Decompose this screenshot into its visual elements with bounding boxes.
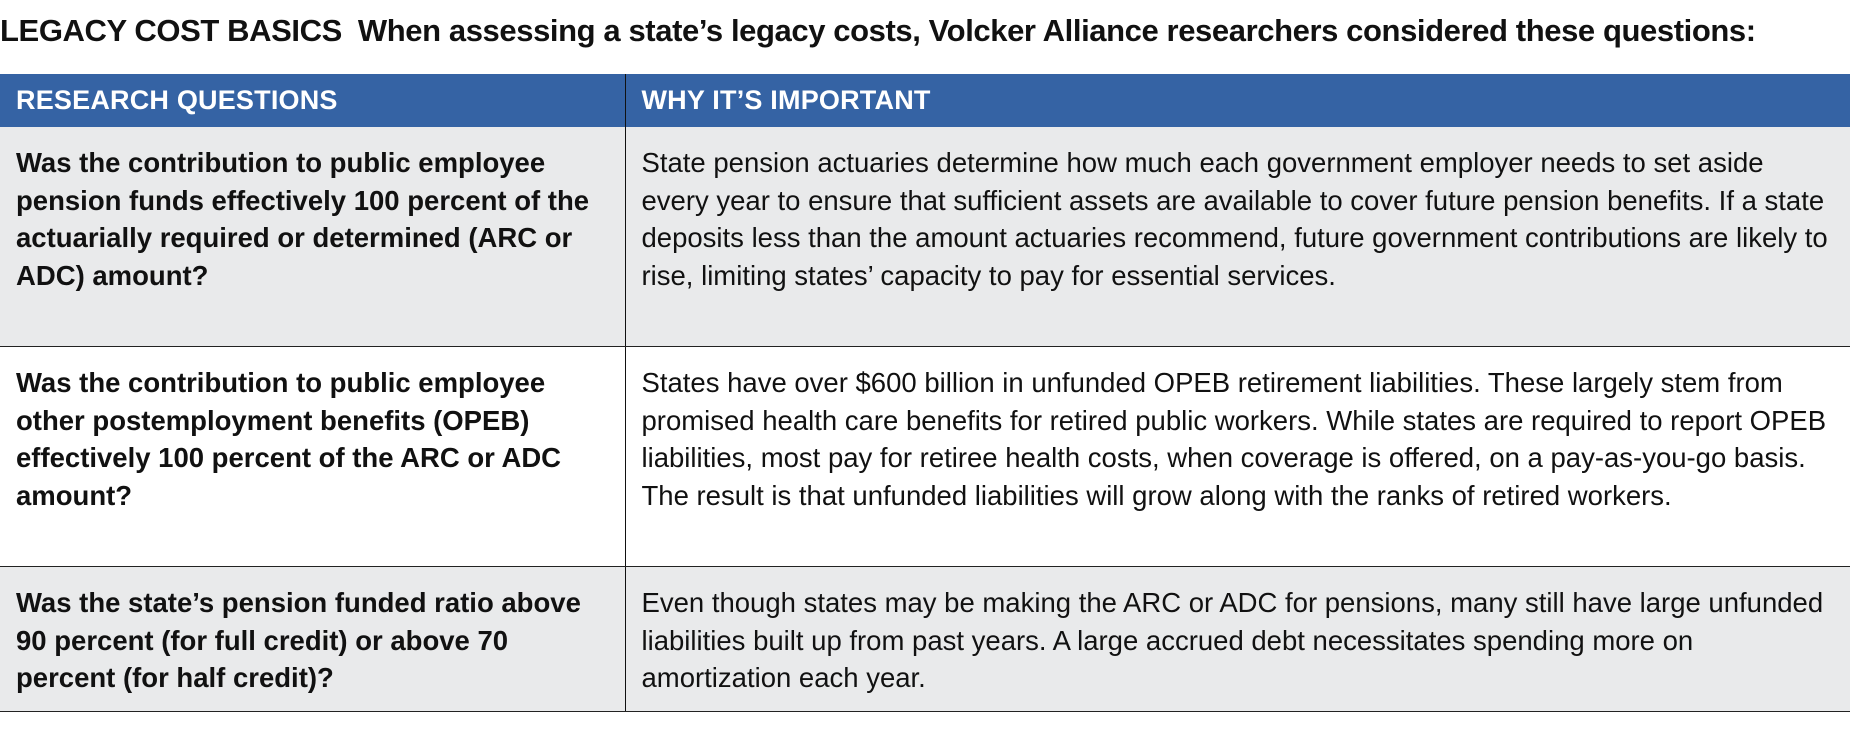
question-cell: Was the contribution to public employee other postemployment benefits (OPEB) effectively 100 percent of the ARC or ADC amount? xyxy=(0,347,625,567)
table-row xyxy=(0,567,1850,712)
legacy-cost-table xyxy=(0,74,1850,712)
importance-cell: States have over $600 billion in unfunded OPEB retirement liabilities. These largely stem from promised health care benefits for retired public workers. While states are required to report OPEB liabilities, most pay for retiree health costs, when coverage is offered, on a pay-as-you-go basis. The result is that unfunded liabilities will grow along with the ranks of retired workers. xyxy=(625,347,1850,567)
column-header-research-questions: RESEARCH QUESTIONS xyxy=(0,74,625,127)
table-row xyxy=(0,127,1850,347)
table-body xyxy=(0,127,1850,712)
header-row xyxy=(0,74,1850,127)
question-cell: Was the contribution to public employee pension funds effectively 100 percent of the actuarially required or determined (ARC or ADC) amount? xyxy=(0,127,625,347)
heading-label: LEGACY COST BASICS xyxy=(0,13,342,48)
heading-intro: When assessing a state’s legacy costs, Volcker Alliance researchers considered these questions: xyxy=(357,13,1756,48)
importance-cell: Even though states may be making the ARC or ADC for pensions, many still have large unfunded liabilities built up from past years. A large accrued debt necessitates spending more on amortization each year. xyxy=(625,567,1850,712)
table-row xyxy=(0,347,1850,567)
importance-cell: State pension actuaries determine how much each government employer needs to set aside every year to ensure that sufficient assets are available to cover future pension benefits. If a state deposits less than the amount actuaries recommend, future government contributions are likely to rise, limiting states’ capacity to pay for essential services. xyxy=(625,127,1850,347)
column-header-why-important: WHY IT’S IMPORTANT xyxy=(625,74,1850,127)
table-header xyxy=(0,74,1850,127)
page-heading xyxy=(0,8,1850,54)
question-cell: Was the state’s pension funded ratio above 90 percent (for full credit) or above 70 percent (for half credit)? xyxy=(0,567,625,712)
